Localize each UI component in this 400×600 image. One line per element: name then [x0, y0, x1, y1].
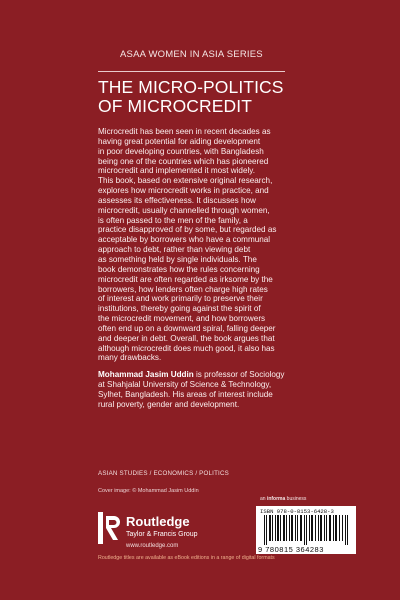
book-title [98, 78, 328, 116]
description-line: assesses its effectiveness. It discusses how [98, 195, 256, 205]
title-line: OF MICROCREDIT [98, 96, 253, 116]
description-line: although microcredit does much good, it also has [98, 343, 275, 353]
routledge-logo-icon [98, 512, 120, 544]
description-line: practice disapproved of by some, but regarded as [98, 225, 277, 235]
publisher-group: Taylor & Francis Group [126, 531, 198, 538]
description-line: Microcredit has been seen in recent decades as [98, 127, 271, 136]
author-bio-line [98, 370, 318, 380]
isbn-label: ISBN 978-0-8153-6428-3 [260, 508, 334, 515]
description-line: microcredit, usually channelled through women, [98, 205, 270, 215]
description-line: microcredit and implemented it most widely. [98, 166, 255, 176]
description-line: being one of the countries which has pioneered [98, 156, 269, 166]
description-line: often end up on a downward spiral, falling deeper [98, 323, 276, 333]
description-line: This book, based on extensive original research, [98, 176, 273, 186]
description-line: is often passed to the men of the family, a [98, 215, 248, 225]
description-line: the microcredit movement, and how borrowers [98, 314, 266, 324]
title-rule [98, 71, 285, 72]
publisher-url: www.routledge.com [126, 543, 179, 549]
informa-prefix: an [260, 496, 267, 502]
description-line: borrowers, how lenders often charge high rates [98, 284, 268, 294]
description-line: of interest and work primarily to preserve their [98, 294, 263, 304]
description-line: acceptable by borrowers who have a communal [98, 235, 271, 245]
book-description [98, 127, 312, 363]
informa-tagline [260, 496, 306, 502]
description-line: book demonstrates how the rules concerning [98, 264, 260, 274]
description-line: approach to debt, rather than viewing debt [98, 245, 251, 255]
author-bio-line: at Shahjalal University of Science & Technology, [98, 379, 272, 389]
series-name: ASAA WOMEN IN ASIA SERIES [120, 49, 263, 60]
description-line: institutions, thereby going against the spirit of [98, 304, 261, 314]
author-bio-line: rural poverty, gender and development. [98, 399, 240, 409]
author-name: Mohammad Jasim Uddin [98, 370, 194, 379]
cover-image-credit: Cover image: © Mohammad Jasim Uddin [98, 488, 199, 494]
barcode [256, 506, 356, 554]
description-line: in poor developing countries, with Bangladesh [98, 146, 264, 156]
description-line: having great potential for aiding development [98, 136, 261, 146]
informa-suffix: business [285, 496, 307, 502]
ebook-availability-note: Routledge titles are available as eBook editions in a range of digital formats [98, 555, 275, 561]
description-line: many drawbacks. [98, 353, 162, 363]
title-line: THE MICRO-POLITICS [98, 77, 284, 97]
barcode-bars-icon [264, 515, 348, 545]
description-line: microcredit are often regarded as irksome by the [98, 274, 273, 284]
informa-brand: informa [266, 496, 286, 502]
description-line: explores how microcredit works in practice, and [98, 186, 269, 196]
description-line: and deeper in debt. Overall, the book argues that [98, 333, 275, 343]
author-bio [98, 370, 318, 409]
subject-categories: ASIAN STUDIES / ECONOMICS / POLITICS [98, 470, 229, 477]
ean-number: 9 780815 364283 [258, 545, 324, 554]
description-line: as something held by single individuals. The [98, 254, 257, 264]
author-bio-text: is professor of Sociology [193, 370, 285, 379]
publisher-name: Routledge [126, 514, 190, 529]
author-bio-line: Sylhet, Bangladesh. His areas of interest include [98, 389, 273, 399]
